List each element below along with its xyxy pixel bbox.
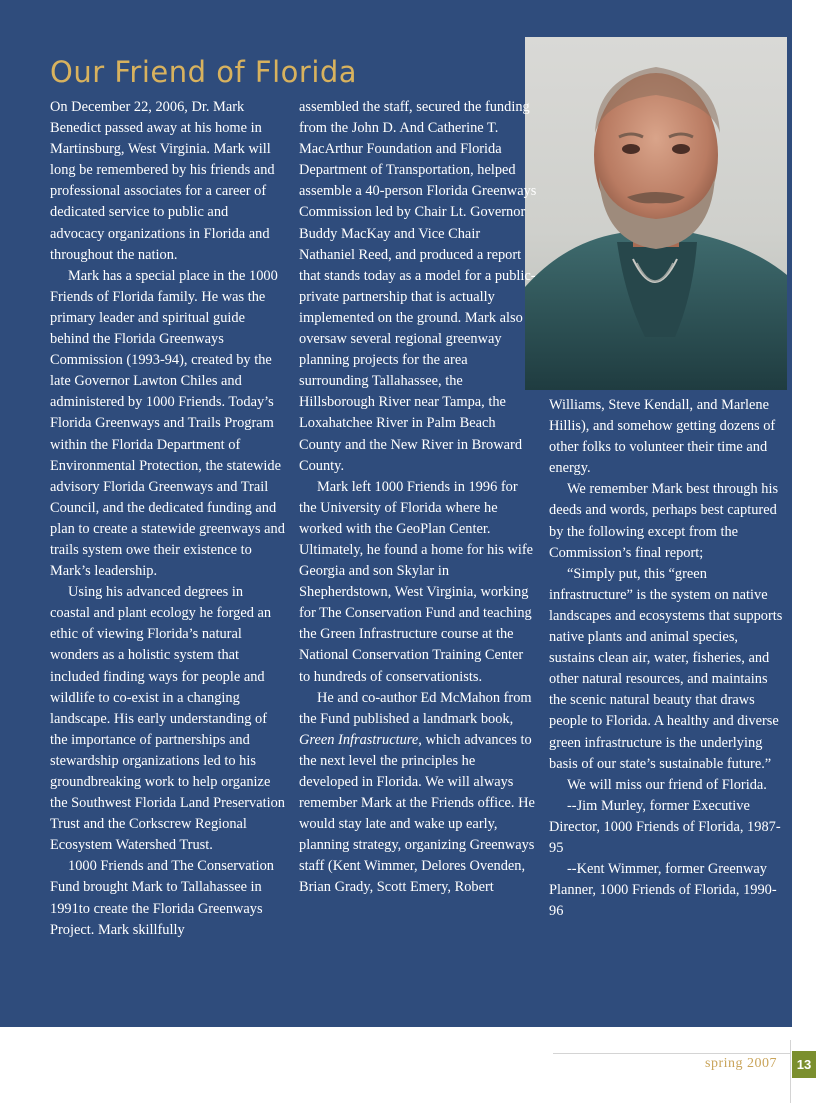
quote-paragraph: “Simply put, this “green infrastructure” is the system on native landscapes and ecosystems that supports native plants and animal species, sustains clean air, water, fisheries, and other natural resources, and maintains the scenic natural beauty that draws people to Florida. A healthy and diverse green infrastructure is the underlying basis of our state’s sustainable future.” <box>549 565 783 772</box>
page-margin <box>792 0 840 1027</box>
paragraph: On December 22, 2006, Dr. Mark Benedict passed away at his home in Martinsburg, West Virginia. Mark will long be remembered by his friends and professional associates for a career of dedicated service to public and advocacy organizations in Florida and throughout the nation. <box>50 99 275 263</box>
paragraph: Using his advanced degrees in coastal and plant ecology he forged an ethic of viewing Florida’s natural wonders as a holistic system that included finding ways for people and wildlife to co-exist in a changing landscape. His early understanding of the importance of partnerships and stewardship organizations led to his groundbreaking work to help organize the Southwest Florida Land Preservation Trust and the Corkscrew Regional Ecosystem Watershed Trust. <box>50 584 286 854</box>
paragraph: Mark has a special place in the 1000 Friends of Florida family. He was the primary leader and spiritual guide behind the Florida Greenways Commission (1993-94), created by the late Governor Lawton Chiles and administered by 1000 Friends. Today’s Florida Greenways and Trails Program within the Florida Department of Environmental Protection, the statewide advisory Florida Greenways and Trail Council, and the dedicated funding and plan to create a statewide greenways and trails system owe their existence to Mark’s leadership. <box>50 267 285 580</box>
portrait-illustration <box>525 37 787 390</box>
text-run: He and co-author Ed McMahon from the Fund published a landmark book, <box>299 689 532 727</box>
column-2 <box>299 97 537 899</box>
page-number: 13 <box>792 1051 816 1078</box>
issue-label: spring 2007 <box>705 1056 777 1071</box>
portrait-photo <box>525 37 787 390</box>
footer-divider <box>790 1040 791 1103</box>
paragraph: assembled the staff, secured the funding from the John D. And Catherine T. MacArthur Foundation and Florida Department of Transportation, helped assemble a 40-person Florida Greenways Commission led by Chair Lt. Governor Buddy MacKay and Vice Chair Nathaniel Reed, and produced a report that stands today as a model for a public-private partnership that is actually implemented on the ground. Mark also oversaw several regional greenway planning projects for the area surrounding Tallahassee, the Hillsborough River near Tampa, the Loxahatchee River in Palm Beach County and the New River in Broward County. <box>299 99 537 474</box>
text-run: which advances to the next level the principles he developed in Florida. We will always remember Mark at the Friends office. He would stay late and wake up early, planning strategy, organizing Greenways staff (Kent Wimmer, Delores Ovenden, Brian Grady, Scott Emery, Robert <box>299 731 535 896</box>
attribution: --Jim Murley, former Executive Director, 1000 Friends of Florida, 1987-95 <box>549 797 781 856</box>
article-title: Our Friend of Florida <box>50 55 358 89</box>
paragraph: We remember Mark best through his deeds and words, perhaps best captured by the following except from the Commission’s final report; <box>549 481 779 561</box>
footer-rule <box>553 1053 790 1054</box>
column-1 <box>50 97 285 941</box>
paragraph: We will miss our friend of Florida. <box>567 776 767 793</box>
paragraph <box>299 688 537 899</box>
column-3 <box>549 395 785 922</box>
attribution: --Kent Wimmer, former Greenway Planner, 1000 Friends of Florida, 1990-96 <box>549 861 777 920</box>
paragraph: 1000 Friends and The Conservation Fund brought Mark to Tallahassee in 1991to create the Florida Greenways Project. Mark skillfully <box>50 858 274 938</box>
paragraph: Williams, Steve Kendall, and Marlene Hillis), and somehow getting dozens of other folks to volunteer their time and energy. <box>549 397 776 477</box>
book-title: Green Infrastructure, <box>299 731 422 748</box>
paragraph: Mark left 1000 Friends in 1996 for the University of Florida where he worked with the GeoPlan Center. Ultimately, he found a home for his wife Georgia and son Skylar in Shepherdstown, West Virginia, working for The Conservation Fund and teaching the Green Infrastructure course at the National Conservation Training Center to hundreds of conservationists. <box>299 478 534 685</box>
